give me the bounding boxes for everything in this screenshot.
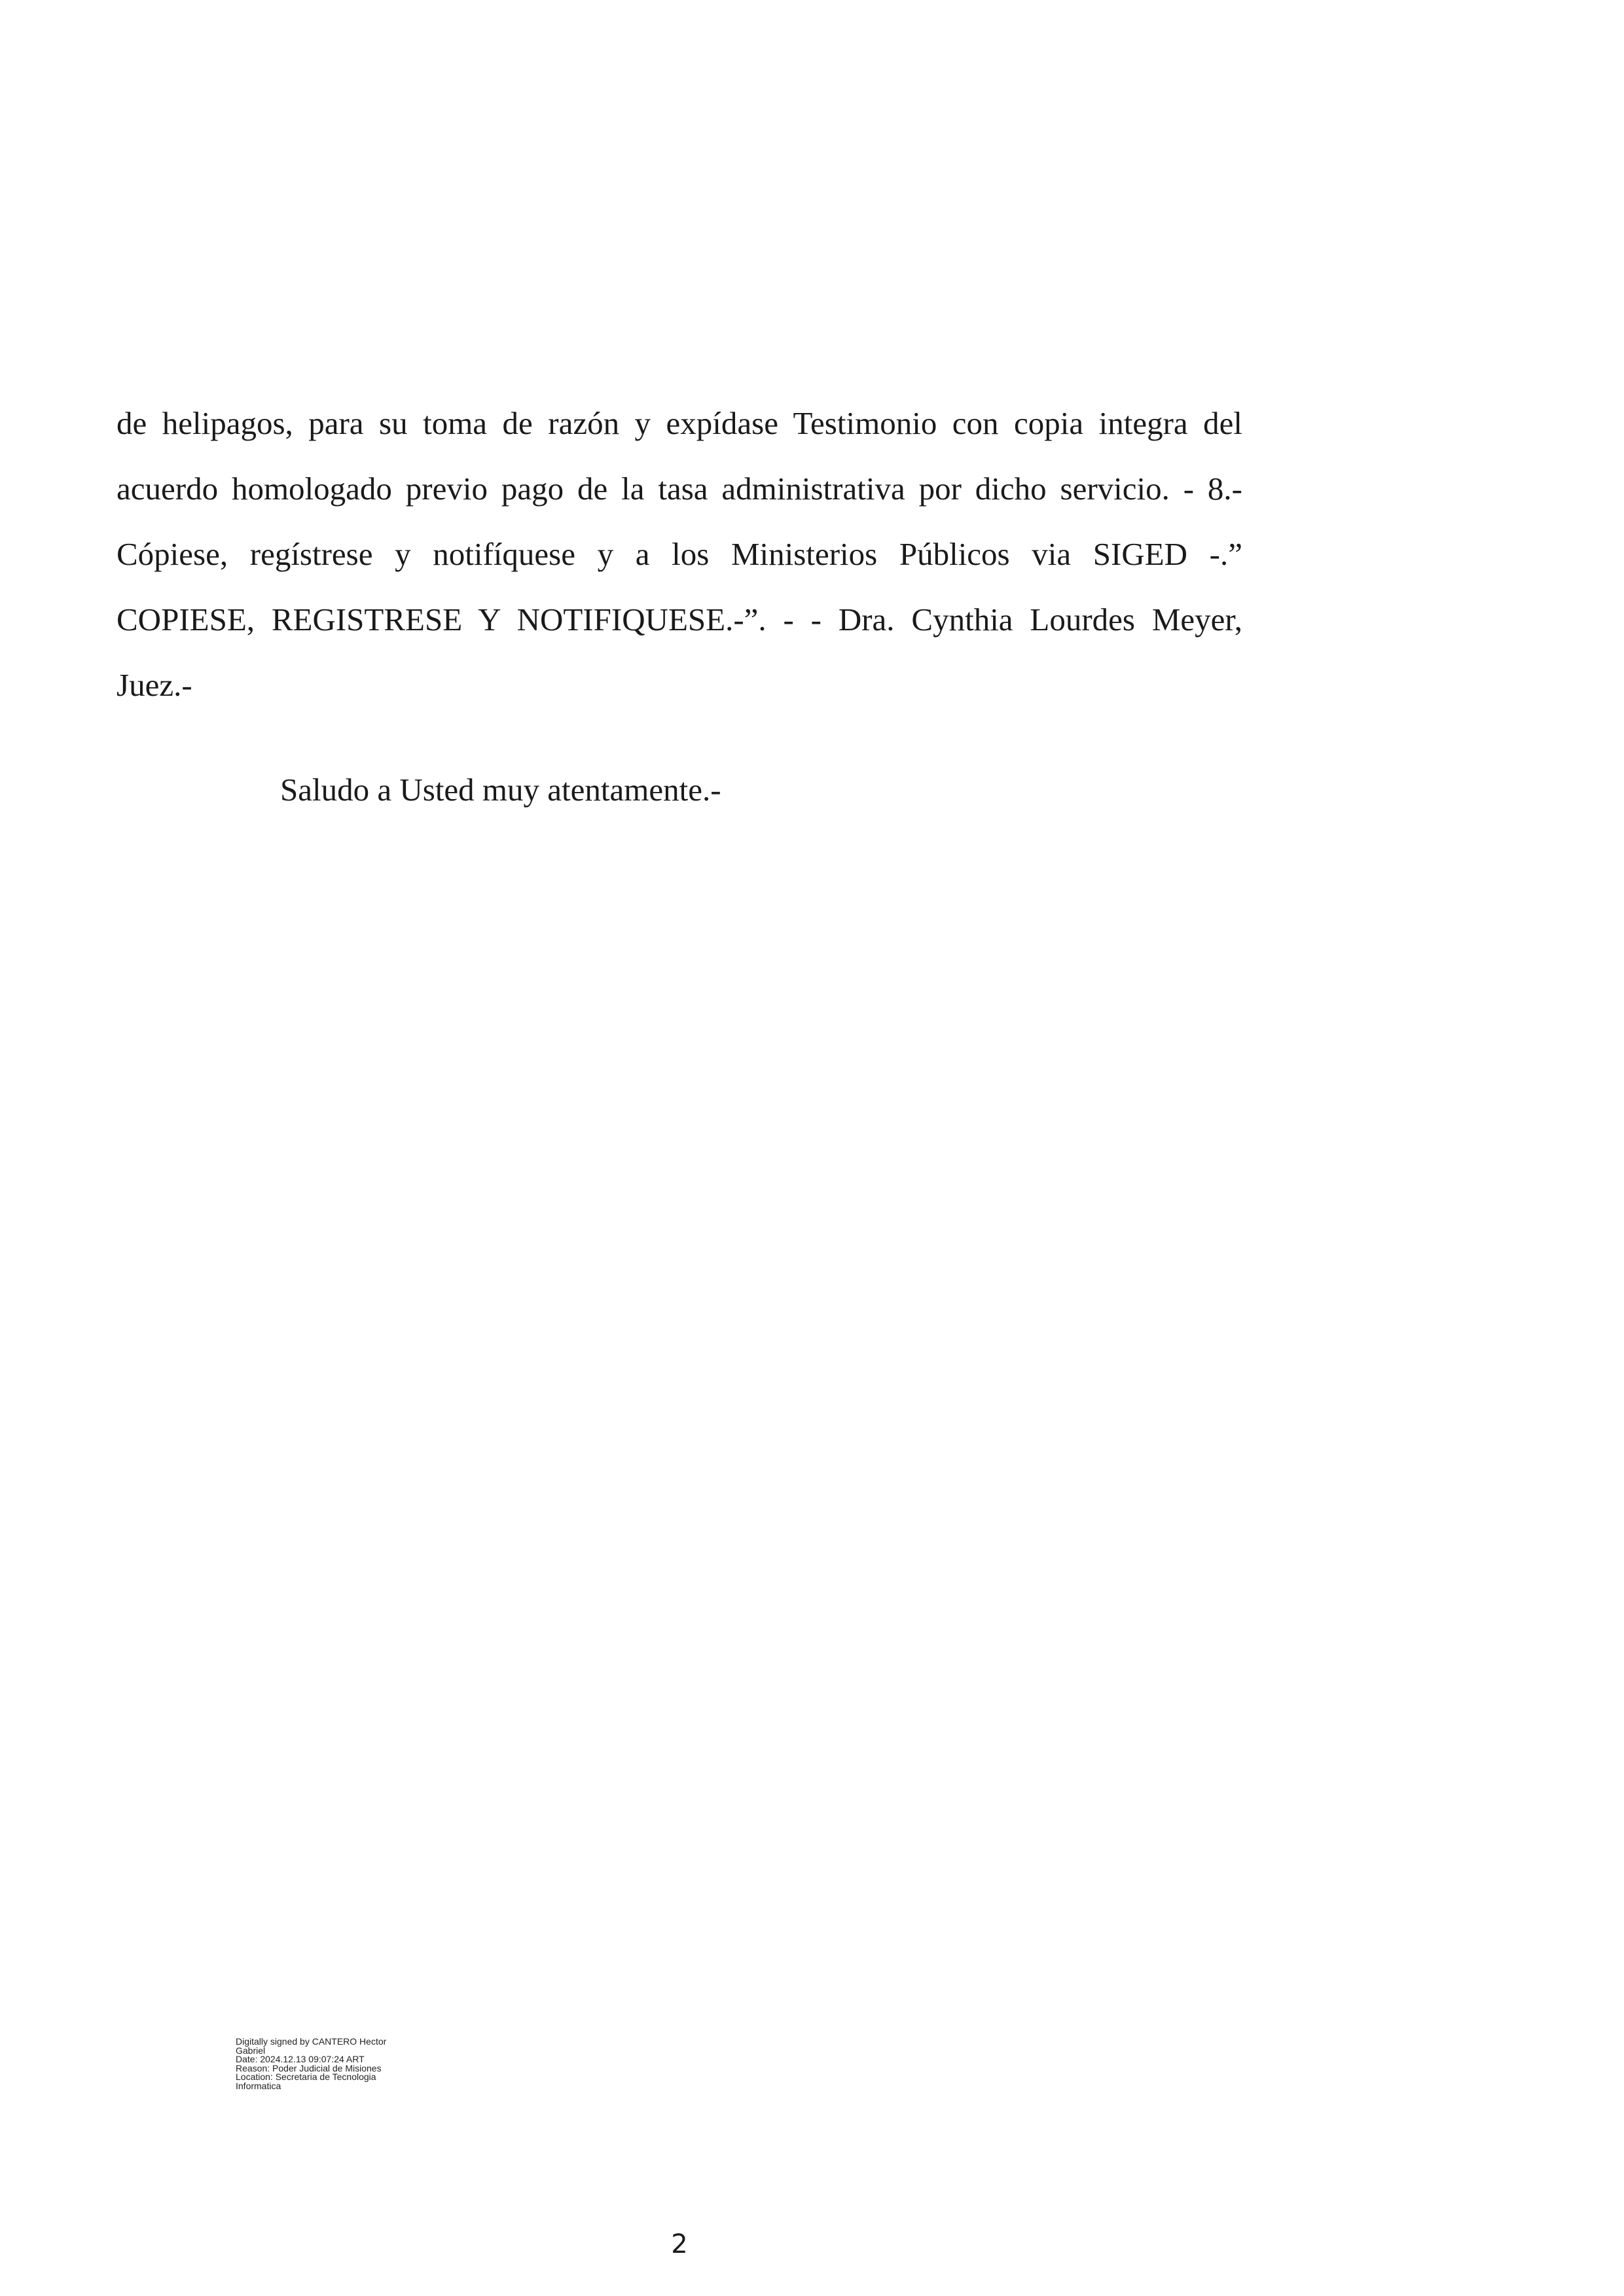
signature-line-6: Informatica: [236, 2080, 281, 2091]
digital-signature-block: [236, 2037, 445, 2090]
page-number: 2: [671, 2229, 688, 2259]
body-line-4: COPIESE, REGISTRESE Y NOTIFIQUESE.-”. - - Dra. Cynthia Lourdes Meyer,: [117, 601, 1242, 637]
signature-line-4: Reason: Poder Judicial de Misiones: [236, 2062, 382, 2073]
body-line-1: de helipagos, para su toma de razón y expídase Testimonio con copia integra del: [117, 405, 1242, 441]
signature-line-2: Gabriel: [236, 2045, 266, 2056]
closing-salutation: Saludo a Usted muy atentamente.-: [280, 772, 721, 808]
signature-line-1: Digitally signed by CANTERO Hector: [236, 2036, 387, 2047]
body-paragraph: [117, 391, 1242, 718]
body-line-5: Juez.-: [117, 667, 192, 703]
body-line-2: acuerdo homologado previo pago de la tasa administrativa por dicho servicio. - 8.-: [117, 471, 1242, 507]
body-line-3: Cópiese, regístrese y notifíquese y a los Ministerios Públicos via SIGED -.”: [117, 536, 1242, 572]
signature-line-3: Date: 2024.12.13 09:07:24 ART: [236, 2054, 365, 2064]
signature-line-5: Location: Secretaria de Tecnologia: [236, 2072, 376, 2082]
